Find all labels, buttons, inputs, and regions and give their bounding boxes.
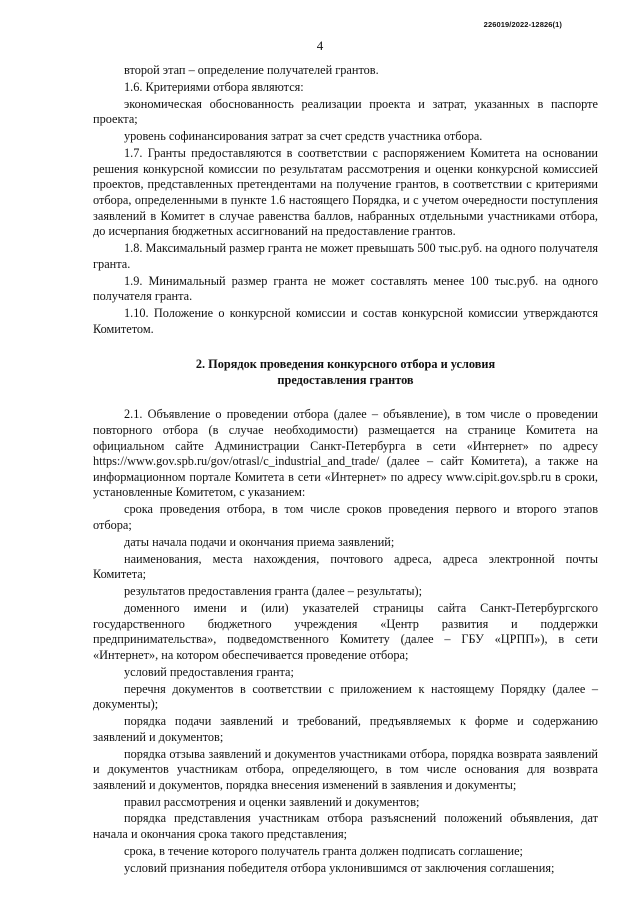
paragraph: 1.10. Положение о конкурсной комиссии и состав конкурсной комиссии утверждаются Комитетом. [93,305,598,336]
paragraph: порядка представления участникам отбора разъяснений положений объявления, дат начала и окончания срока такого представления; [93,811,598,842]
paragraph: уровень софинансирования затрат за счет средств участника отбора. [124,129,483,144]
paragraph: второй этап – определение получателей грантов. [124,63,379,77]
paragraph: доменного имени и (или) указателей страницы сайта Санкт-Петербургского государственного бюджетного учреждения «Центр развития и поддержки предпринимательства», подведомственного Комитету (далее – ГБУ «ЦРПП»), в сети «Интернет», на котором обеспечивается проведение отбора; [93,600,598,662]
paragraph: 1.7. Гранты предоставляются в соответствии с распоряжением Комитета на основании решения конкурсной комиссии по результатам рассмотрения и оценки конкурсной комиссией проектов, представленных претендентами на получение грантов, в соответствии с критериями отбора, определенными в пункте 1.6 настоящего Порядка, и с учетом очередности поступления заявлений в Комитет в случае равенства баллов, набранных отдельными участниками отбора, до исчерпания бюджетных ассигнований на предоставление грантов. [93,146,598,239]
paragraph: результатов предоставления гранта (далее – результаты); [124,584,423,599]
paragraph: наименования, места нахождения, почтового адреса, адреса электронной почты Комитета; [93,551,598,582]
paragraph: срока, в течение которого получатель гранта должен подписать соглашение; [124,843,523,858]
section-heading-line: предоставления грантов [277,372,414,387]
section-heading-line: 2. Порядок проведения конкурсного отбора и условия [195,357,496,372]
paragraph: 1.8. Максимальный размер гранта не может превышать 500 тыс.руб. на одного получателя гранта. [93,241,598,271]
document-number: 226019/2022-12826(1) [483,20,562,29]
paragraph: даты начала подачи и окончания приема заявлений; [124,534,395,549]
paragraph: 1.6. Критериями отбора являются: [124,79,304,94]
paragraph: правил рассмотрения и оценки заявлений и документов; [124,794,420,809]
paragraph: условий признания победителя отбора уклонившимся от заключения соглашения; [124,860,555,875]
page-number: 4 [316,38,324,53]
paragraph: срока проведения отбора, в том числе сроков проведения первого и второго этапов отбора; [93,502,598,532]
paragraph: 1.9. Минимальный размер гранта не может составлять менее 100 тыс.руб. на одного получателя гранта. [93,273,598,304]
document-body [93,63,598,878]
paragraph: перечня документов в соответствии с приложением к настоящему Порядку (далее – документы); [93,681,598,712]
paragraph: 2.1. Объявление о проведении отбора (далее – объявление), в том числе о проведении повторного отбора (в случае необходимости) размещается на странице Комитета на официальном сайте Администрации Санкт-Петербурга в сети «Интернет» по адресу https://www.gov.spb.ru/gov/otrasl/c_industrial_and_trade/ (далее – сайт Комитета), а также на информационном портале Комитета в сети «Интернет» по адресу www.cipit.gov.spb.ru в сроки, установленные Комитетом, с указанием: [93,407,598,500]
paragraph: порядка отзыва заявлений и документов участниками отбора, порядка возврата заявлений и документов участникам отбора, определяющего, в том числе основания для возврата заявлений и документов, порядка внесения изменений в заявления и документы; [93,746,598,792]
section-heading [93,357,598,388]
paragraph: экономическая обоснованность реализации проекта и затрат, указанных в паспорте проекта; [93,96,598,127]
paragraph: условий предоставления гранта; [124,664,294,679]
paragraph: порядка подачи заявлений и требований, предъявляемых к форме и содержанию заявлений и документов; [93,714,598,744]
